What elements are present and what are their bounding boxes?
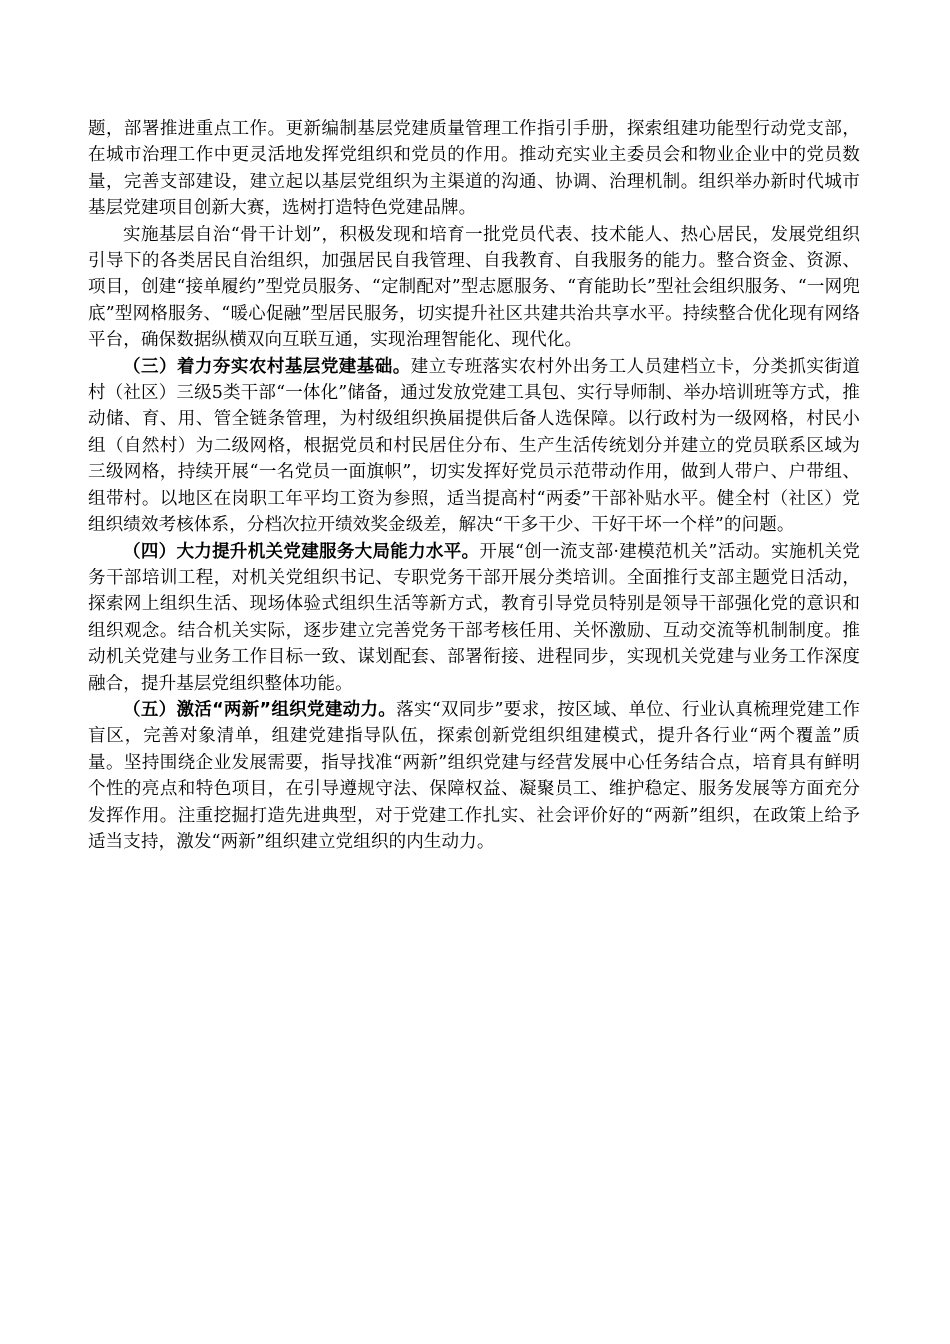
paragraph-grassroots-autonomy [88,222,860,354]
paragraph-continuation [88,116,860,222]
section-heading-5: （五）激活“两新”组织党建动力。 [123,699,397,720]
section-heading-3: （三）着力夯实农村基层党建基础。 [123,356,411,377]
paragraph-text: 建立专班落实农村外出务工人员建档立卡，分类抓实街道村（社区）三级5类干部“一体化”储备，通过发放党建工具包、实行导师制、举办培训班等方式，推动储、育、用、管全链条管理，为村级组织换届提供后备人选保障。以行政村为一级网格，村民小组（自然村）为二级网格，根据党员和村民居住分布、生产生活传统划分并建立的党员联系区域为三级网格，持续开展“一名党员一面旗帜”，切实发挥好党员示范带动作用，做到人带户、户带组、组带村。以地区在岗职工年平均工资为参照，适当提高村“两委”干部补贴水平。健全村（社区）党组织绩效考核体系，分档次拉开绩效奖金级差，解决“干多干少、干好干坏一个样”的问题。 [88,356,861,536]
paragraph-text: 题，部署推进重点工作。更新编制基层党建质量管理工作指引手册，探索组建功能型行动党支部，在城市治理工作中更灵活地发挥党组织和党员的作用。推动充实业主委员会和物业企业中的党员数量，完善支部建设，建立起以基层党组织为主渠道的沟通、协调、治理机制。组织举办新时代城市基层党建项目创新大赛，选树打造特色党建品牌。 [88,119,860,219]
document-body [88,116,860,855]
paragraph-text: 落实“双同步”要求，按区域、单位、行业认真梳理党建工作盲区，完善对象清单，组建党建指导队伍，探索创新党组织组建模式，提升各行业“两个覆盖”质量。坚持围绕企业发展需要，指导找准“两新”组织党建与经营发展中心任务结合点，培育具有鲜明个性的亮点和特色项目，在引导遵规守法、保障权益、凝聚员工、维护稳定、服务发展等方面充分发挥作用。注重挖掘打造先进典型，对于党建工作扎实、社会评价好的“两新”组织，在政策上给予适当支持，激发“两新”组织建立党组织的内生动力。 [88,699,860,852]
paragraph-section-5 [88,697,860,855]
paragraph-section-3 [88,354,860,539]
paragraph-text: 开展“创一流支部·建模范机关”活动。实施机关党务干部培训工程，对机关党组织书记、专职党务干部开展分类培训。全面推行支部主题党日活动，探索网上组织生活、现场体验式组织生活等新方式，教育引导党员特别是领导干部强化党的意识和组织观念。结合机关实际，逐步建立完善党务干部考核任用、关怀激励、互动交流等机制制度。推动机关党建与业务工作目标一致、谋划配套、部署衔接、进程同步，实现机关党建与业务工作深度融合，提升基层党组织整体功能。 [88,541,861,694]
paragraph-text: 实施基层自治“骨干计划”，积极发现和培育一批党员代表、技术能人、热心居民，发展党组织引导下的各类居民自治组织，加强居民自我管理、自我教育、自我服务的能力。整合资金、资源、项目，创建“接单履约”型党员服务、“定制配对”型志愿服务、“育能助长”型社会组织服务、“一网兜底”型网格服务、“暖心促融”型居民服务，切实提升社区共建共治共享水平。持续整合优化现有网络平台，确保数据纵横双向互联互通，实现治理智能化、现代化。 [88,224,860,351]
section-heading-4: （四）大力提升机关党建服务大局能力水平。 [123,541,480,562]
paragraph-section-4 [88,539,860,697]
